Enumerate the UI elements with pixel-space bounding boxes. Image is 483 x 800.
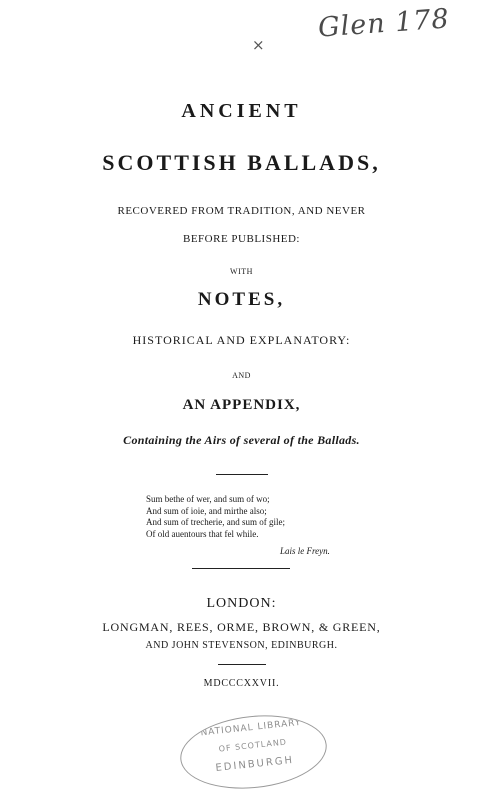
notes-heading: NOTES, [197, 289, 286, 310]
imprint-date: MDCCCXXVII. [203, 678, 280, 689]
subtitle-line-1: RECOVERED FROM TRADITION, AND NEVER [117, 205, 366, 217]
divider-rule-top [216, 474, 268, 475]
epigraph-line: And sum of ioie, and mirthe also; [146, 505, 267, 516]
notes-description: HISTORICAL AND EXPLANATORY: [132, 333, 351, 347]
library-stamp [177, 709, 331, 796]
pencil-x-mark: × [252, 36, 265, 54]
divider-rule-bottom [218, 664, 266, 665]
epigraph-line: And sum of trecherie, and sum of gile; [146, 517, 285, 527]
epigraph-attribution: Lais le Freyn. [280, 546, 330, 556]
with-label: WITH [230, 267, 253, 276]
title-line-2: SCOTTISH BALLADS, [102, 150, 381, 175]
subtitle-line-2: BEFORE PUBLISHED: [183, 233, 300, 245]
shelfmark-annotation: Glen 178 [317, 3, 451, 44]
epigraph-line: Of old auentours that fel while. [146, 528, 259, 539]
title-line-1: ANCIENT [181, 100, 302, 122]
stamp-line-1: NATIONAL LIBRARY [200, 717, 302, 739]
epigraph-line: Sum bethe of wer, and sum of wo; [146, 494, 270, 504]
and-label: AND [232, 371, 251, 380]
imprint-city: LONDON: [206, 596, 277, 611]
divider-rule-middle [192, 568, 290, 569]
epigraph [146, 494, 376, 540]
appendix-description: Containing the Airs of several of the Ballads. [123, 433, 360, 447]
imprint-publisher-line-1: LONGMAN, REES, ORME, BROWN, & GREEN, [102, 620, 381, 634]
stamp-line-2: OF SCOTLAND [218, 737, 288, 754]
appendix-heading: AN APPENDIX, [182, 397, 301, 413]
stamp-line-3: EDINBURGH [215, 754, 295, 775]
imprint-publisher-line-2: AND JOHN STEVENSON, EDINBURGH. [145, 640, 338, 651]
